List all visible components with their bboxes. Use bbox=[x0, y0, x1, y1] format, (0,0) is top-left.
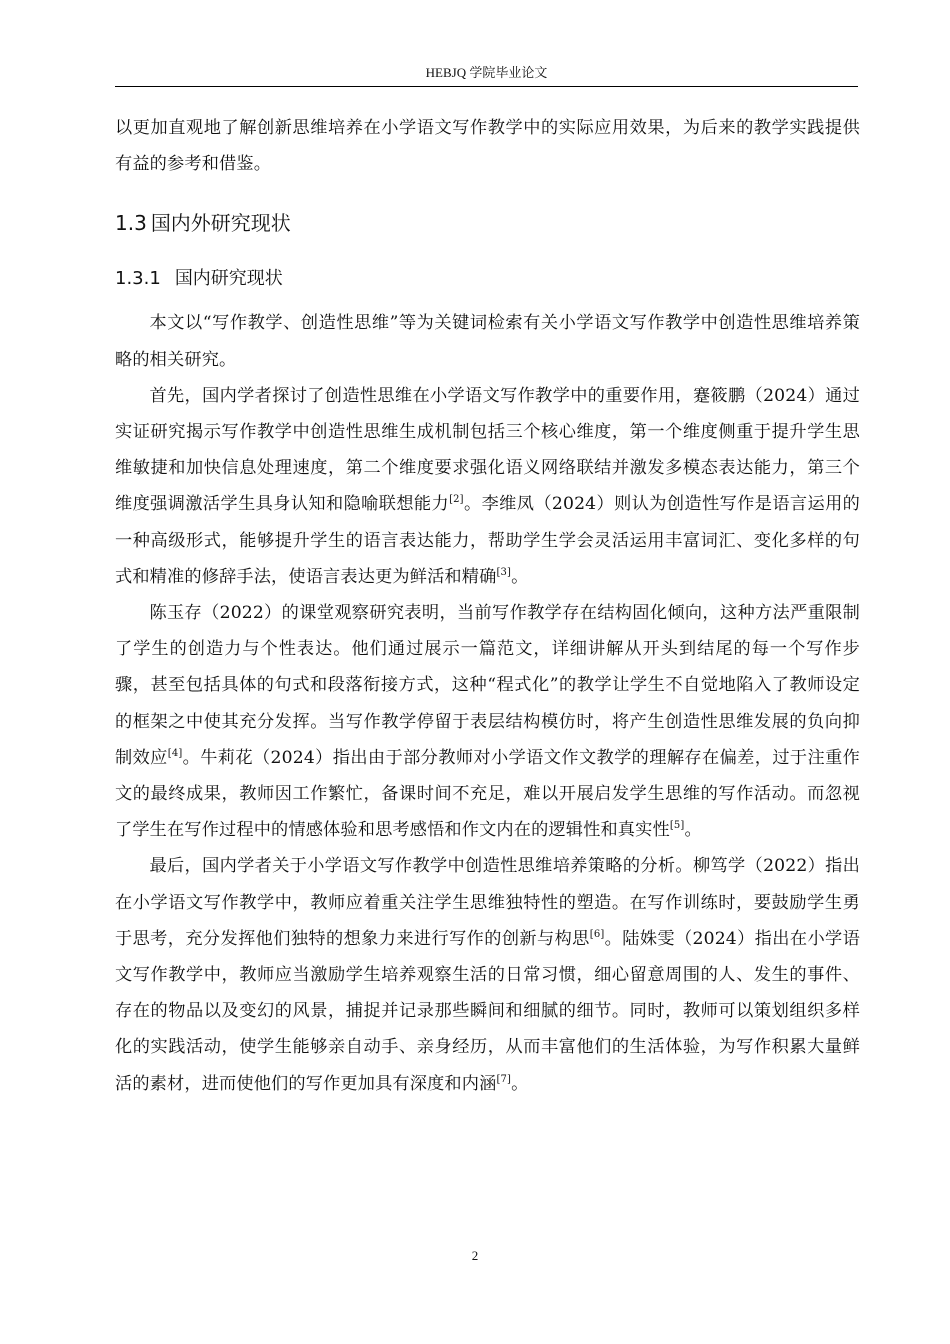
section-title: 国内外研究现状 bbox=[150, 211, 291, 236]
paragraph-3-text-c: 。 bbox=[684, 820, 702, 841]
paragraph-2-text-b: 。李维凤（2024）则认为创造性写作是语言运用的一种高级形式，能够提升学生的语言表达能力，帮助学生学会灵活运用丰富词汇、变化多样的句式和精准的修辞手法，使语言表达更为鲜活和精确 bbox=[115, 494, 861, 587]
paragraph-3-text-b: 。牛莉花（2024）指出由于部分教师对小学语文作文教学的理解存在偏差，过于注重作文的最终成果，教师因工作繁忙，备课时间不充足，难以开展启发学生思维的写作活动。而忽视了学生在写作过程中的情感体验和思考感悟和作文内在的逻辑性和真实性 bbox=[115, 747, 861, 841]
paragraph-1: 本文以“写作教学、创造性思维”等为关键词检索有关小学语文写作教学中创造性思维培养策略的相关研究。 bbox=[115, 313, 860, 370]
subsection-heading bbox=[115, 261, 860, 297]
paragraph-4 bbox=[115, 848, 860, 1101]
intro-paragraph: 以更加直观地了解创新思维培养在小学语文写作教学中的实际应用效果，为后来的教学实践提供有益的参考和借鉴。 bbox=[115, 118, 860, 175]
paragraph-3 bbox=[115, 595, 860, 848]
citation-4[interactable]: [4] bbox=[167, 747, 183, 759]
citation-3[interactable]: [3] bbox=[496, 566, 512, 578]
citation-5[interactable]: [5] bbox=[669, 820, 685, 832]
paragraph-4-text-a: 最后，国内学者关于小学语文写作教学中创造性思维培养策略的分析。柳笃学（2022）指出在小学语文写作教学中，教师应着重关注学生思维独特性的塑造。在写作训练时，要鼓励学生勇于思考，充分发挥他们独特的想象力来进行写作的创新与构思 bbox=[115, 856, 860, 949]
page-number: 2 bbox=[471, 1248, 479, 1263]
citation-2[interactable]: [2] bbox=[449, 494, 464, 506]
section-heading bbox=[115, 205, 860, 241]
page-header: HEBJQ 学院毕业论文 bbox=[425, 65, 548, 80]
paragraph-2-text-a: 首先，国内学者探讨了创造性思维在小学语文写作教学中的重要作用，蹇筱鹏（2024）通过实证研究揭示写作教学中创造性思维生成机制包括三个核心维度，第一个维度侧重于提升学生思维敏捷和加快信息处理速度，第二个维度要求强化语义网络联结并激发多模态表达能力，第三个维度强调激活学生具身认知和隐喻联想能力 bbox=[115, 385, 860, 515]
paragraph-2-text-c: 。 bbox=[511, 566, 529, 587]
page-body bbox=[115, 110, 860, 1102]
paragraph-4-text-c: 。 bbox=[511, 1073, 529, 1094]
header-divider bbox=[115, 86, 858, 87]
subsection-number: 1.3.1 bbox=[115, 268, 161, 290]
citation-6[interactable]: [6] bbox=[589, 928, 605, 940]
subsection-title: 国内研究现状 bbox=[174, 268, 283, 290]
paragraph-4-text-b: 。陆姝雯（2024）指出在小学语文写作教学中，教师应当激励学生培养观察生活的日常习惯，细心留意周围的人、发生的事件、存在的物品以及变幻的风景，捕捉并记录那些瞬间和细腻的细节。同时，教师可以策划组织多样化的实践活动，使学生能够亲自动手、亲身经历，从而丰富他们的生活体验，为写作积累大量鲜活的素材，进而使他们的写作更加具有深度和内涵 bbox=[115, 928, 860, 1094]
paragraph-3-text-a: 陈玉存（2022）的课堂观察研究表明，当前写作教学存在结构固化倾向，这种方法严重限制了学生的创造力与个性表达。他们通过展示一篇范文，详细讲解从开头到结尾的每一个写作步骤，甚至包括具体的句式和段落衔接方式，这种“程式化”的教学让学生不自觉地陷入了教师设定的框架之中使其充分发挥。当写作教学停留于表层结构模仿时，将产生创造性思维发展的负向抑制效应 bbox=[115, 603, 860, 768]
citation-7[interactable]: [7] bbox=[496, 1073, 512, 1085]
paragraph-2 bbox=[115, 378, 860, 595]
section-number: 1.3 bbox=[115, 211, 147, 236]
